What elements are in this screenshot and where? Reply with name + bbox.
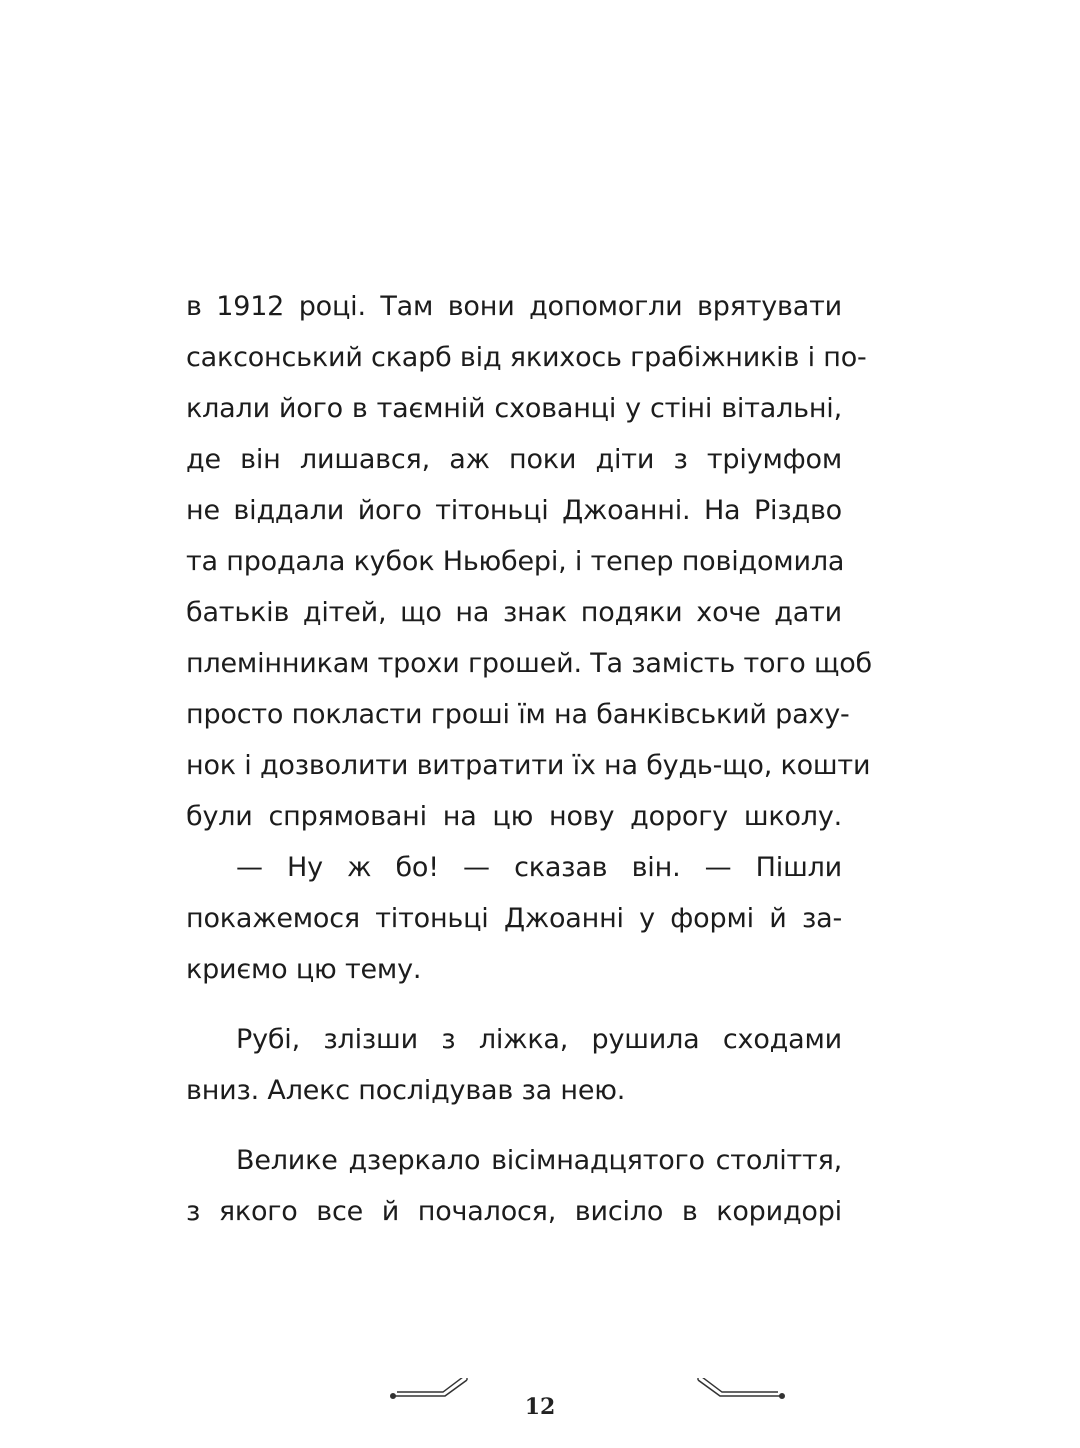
paragraph-2 bbox=[186, 842, 842, 995]
paragraph-3 bbox=[186, 1014, 842, 1116]
body-text bbox=[186, 281, 873, 1237]
text-line: не віддали його тітоньці Джоанні. На Різдво bbox=[186, 495, 842, 526]
text-line: саксонський скарб від якихось грабіжників і по- bbox=[186, 342, 867, 373]
text-line: в 1912 році. Там вони допомогли врятувати bbox=[186, 291, 842, 322]
text-line: з якого все й почалося, висіло в коридорі bbox=[186, 1196, 842, 1227]
text-line: покажемося тітоньці Джоанні у формі й за- bbox=[186, 903, 842, 934]
text-line: просто покласти гроші їм на банківський раху- bbox=[186, 699, 850, 730]
text-line: Рубі, злізши з ліжка, рушила сходами bbox=[236, 1024, 842, 1055]
text-line: вниз. Алекс послідував за нею. bbox=[186, 1075, 626, 1106]
text-line: криємо цю тему. bbox=[186, 954, 422, 985]
paragraph-1 bbox=[186, 281, 873, 842]
page-footer bbox=[390, 1378, 690, 1448]
text-line: — Ну ж бо! — сказав він. — Пішли bbox=[236, 852, 842, 883]
text-line: були спрямовані на цю нову дорогу школу. bbox=[186, 801, 842, 832]
scroll-flourish-right-icon bbox=[550, 1378, 800, 1448]
text-line: де він лишався, аж поки діти з тріумфом bbox=[186, 444, 842, 475]
text-line: клали його в таємній схованці у стіні вітальні, bbox=[186, 393, 842, 424]
page-number: 12 bbox=[524, 1394, 556, 1420]
text-line: та продала кубок Ньюбері, і тепер повідомила bbox=[186, 546, 845, 577]
text-line: нок і дозволити витратити їх на будь-що, кошти bbox=[186, 750, 871, 781]
text-line: Велике дзеркало вісімнадцятого століття, bbox=[236, 1145, 842, 1176]
paragraph-4 bbox=[186, 1135, 842, 1237]
text-line: племінникам трохи грошей. Та замість того щоб bbox=[186, 648, 873, 679]
text-line: батьків дітей, що на знак подяки хоче дати bbox=[186, 597, 842, 628]
